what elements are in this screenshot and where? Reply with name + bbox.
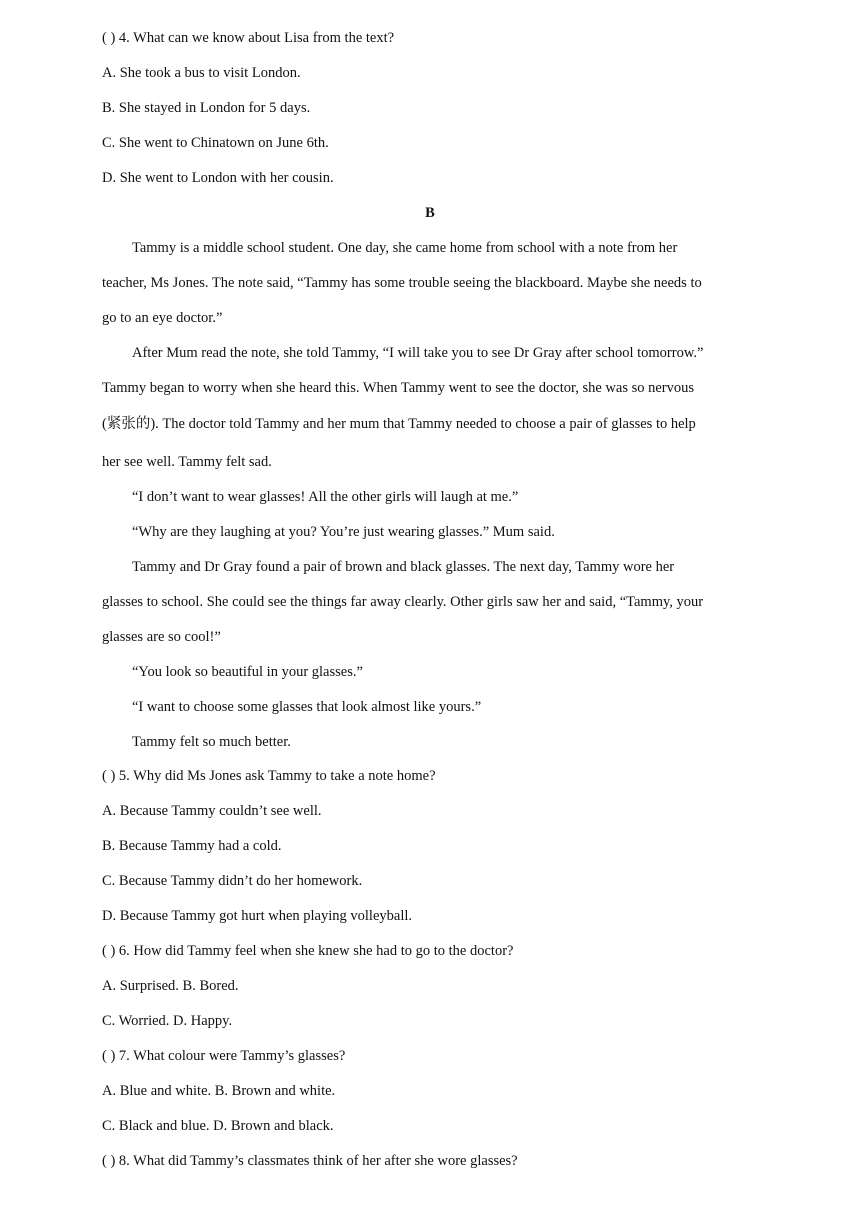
passage-line: Tammy and Dr Gray found a pair of brown and black glasses. The next day, Tammy wore her <box>132 559 675 575</box>
question-4-option-d: D. She went to London with her cousin. <box>102 170 334 186</box>
passage-line: go to an eye doctor.” <box>102 310 223 326</box>
question-7-stem: ( ) 7. What colour were Tammy’s glasses? <box>102 1048 346 1064</box>
question-7-options-ab: A. Blue and white. B. Brown and white. <box>102 1083 336 1099</box>
question-5-option-a: A. Because Tammy couldn’t see well. <box>102 803 322 819</box>
passage-line: “I want to choose some glasses that look almost like yours.” <box>132 699 482 715</box>
passage-line: glasses to school. She could see the things far away clearly. Other girls saw her and said, “Tammy, your <box>102 594 704 610</box>
passage-line: Tammy began to worry when she heard this. When Tammy went to see the doctor, she was so nervous <box>102 380 695 396</box>
passage-line: “I don’t want to wear glasses! All the other girls will laugh at me.” <box>132 489 519 505</box>
question-4-option-c: C. She went to Chinatown on June 6th. <box>102 135 329 151</box>
question-6-options-cd: C. Worried. D. Happy. <box>102 1013 233 1029</box>
passage-line: “You look so beautiful in your glasses.” <box>132 664 363 680</box>
question-6-options-ab: A. Surprised. B. Bored. <box>102 978 239 994</box>
passage-line: After Mum read the note, she told Tammy, “I will take you to see Dr Gray after school tomorrow.” <box>132 345 704 361</box>
passage-line: glasses are so cool!” <box>102 629 221 645</box>
question-4-stem: ( ) 4. What can we know about Lisa from the text? <box>102 30 395 46</box>
passage-line: (紧张的). The doctor told Tammy and her mum that Tammy needed to choose a pair of glasses to help <box>102 416 696 432</box>
question-7-options-cd: C. Black and blue. D. Brown and black. <box>102 1118 334 1134</box>
section-b-heading: B <box>425 205 435 221</box>
question-5-option-d: D. Because Tammy got hurt when playing volleyball. <box>102 908 413 924</box>
passage-line: teacher, Ms Jones. The note said, “Tammy has some trouble seeing the blackboard. Maybe she needs to <box>102 275 702 291</box>
passage-line: “Why are they laughing at you? You’re just wearing glasses.” Mum said. <box>132 524 555 540</box>
question-5-option-c: C. Because Tammy didn’t do her homework. <box>102 873 363 889</box>
question-6-stem: ( ) 6. How did Tammy feel when she knew she had to go to the doctor? <box>102 943 514 959</box>
question-5-stem: ( ) 5. Why did Ms Jones ask Tammy to take a note home? <box>102 768 436 784</box>
question-4-option-a: A. She took a bus to visit London. <box>102 65 301 81</box>
question-5-option-b: B. Because Tammy had a cold. <box>102 838 282 854</box>
question-4-option-b: B. She stayed in London for 5 days. <box>102 100 311 116</box>
passage-line: Tammy is a middle school student. One day, she came home from school with a note from her <box>132 240 678 256</box>
question-8-stem: ( ) 8. What did Tammy’s classmates think of her after she wore glasses? <box>102 1153 518 1169</box>
passage-line: Tammy felt so much better. <box>132 734 291 750</box>
passage-line: her see well. Tammy felt sad. <box>102 454 272 470</box>
